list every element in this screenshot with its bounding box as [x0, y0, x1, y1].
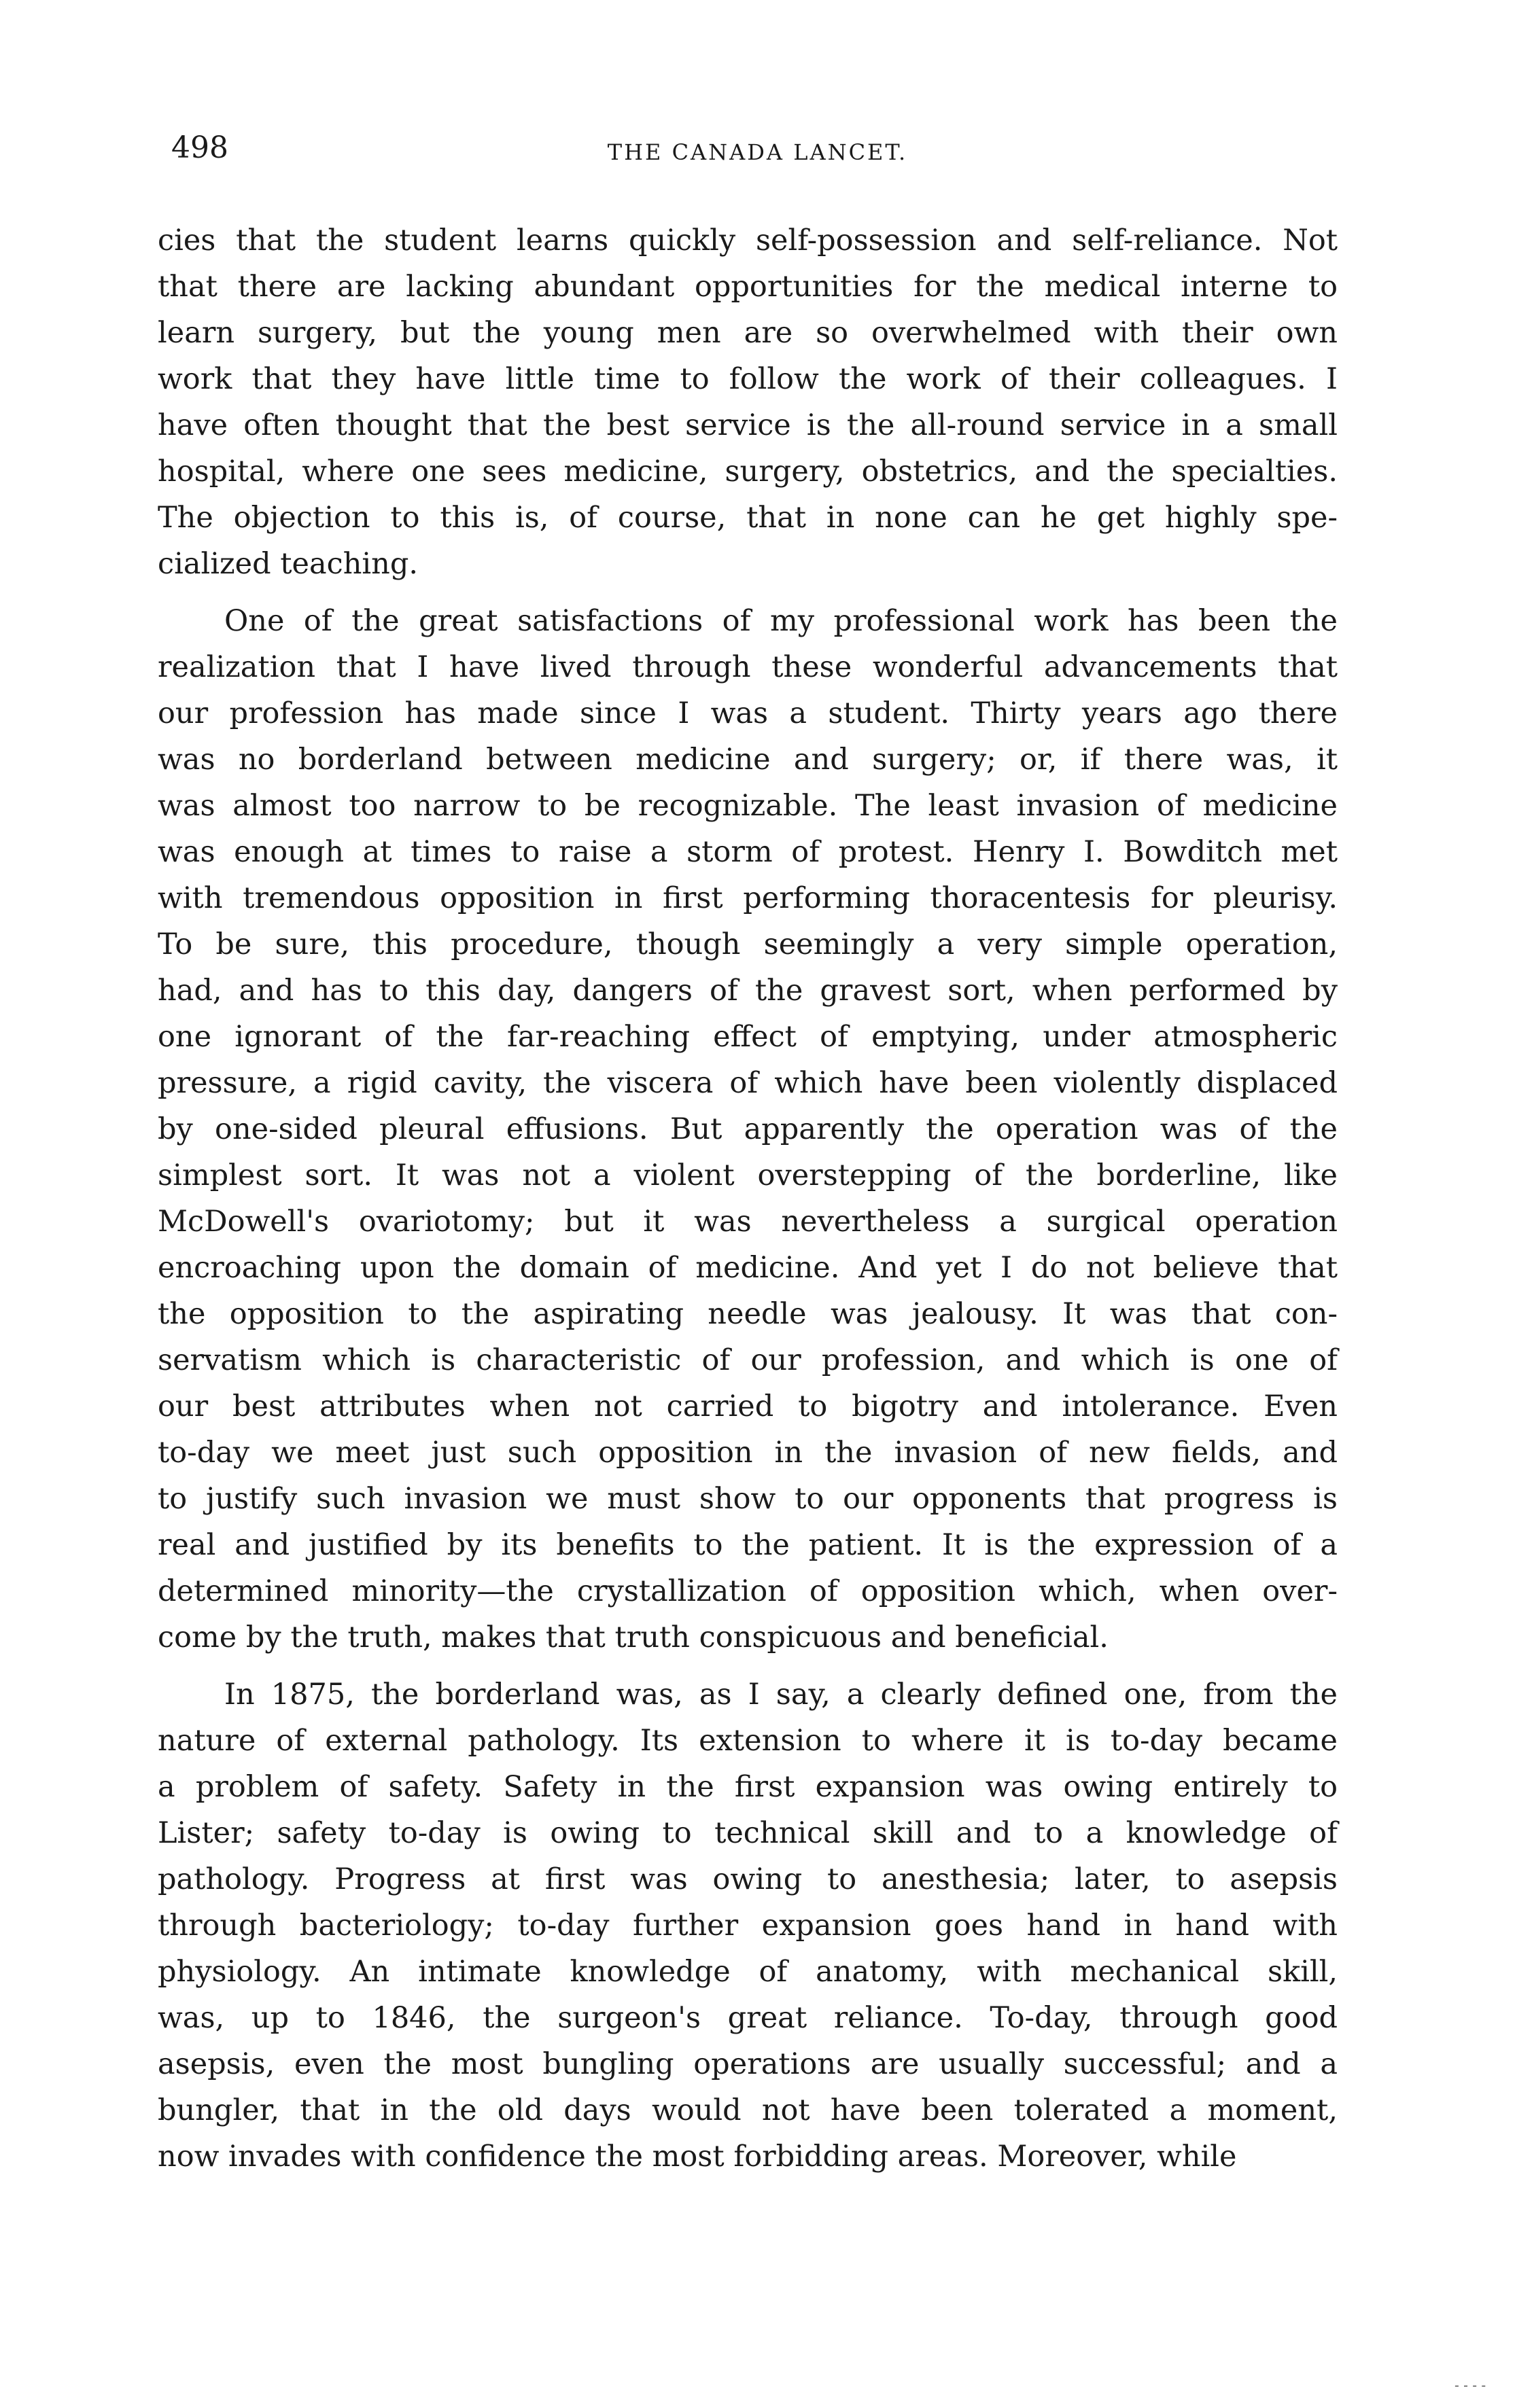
text-line: a problem of safety. Safety in the first expansion was owing entirely to [158, 1770, 1338, 1804]
text-line: to-day we meet just such opposition in the invasion of new fields, and [158, 1436, 1338, 1470]
text-line: now invades with confidence the most forbidding areas. Moreover, while [158, 2140, 1237, 2174]
text-line: physiology. An intimate knowledge of anatomy, with mechanical skill, [158, 1955, 1338, 1989]
text-line: realization that I have lived through these wonderful advancements that [158, 650, 1338, 684]
paragraph [158, 598, 1338, 1661]
text-line: The objection to this is, of course, that in none can he get highly spe- [158, 501, 1338, 535]
text-line: hospital, where one sees medicine, surgery, obstetrics, and the specialties. [158, 455, 1338, 489]
text-line: simplest sort. It was not a violent overstepping of the borderline, like [158, 1158, 1338, 1192]
text-line: servatism which is characteristic of our profession, and which is one of [158, 1343, 1338, 1377]
text-line: determined minority—the crystallization of opposition which, when over- [158, 1574, 1338, 1608]
text-line: One of the great satisfactions of my professional work has been the [224, 604, 1338, 638]
text-line: encroaching upon the domain of medicine. And yet I do not believe that [158, 1251, 1338, 1285]
text-line: was no borderland between medicine and surgery; or, if there was, it [158, 743, 1338, 777]
text-line: pressure, a rigid cavity, the viscera of which have been violently displaced [158, 1066, 1338, 1100]
text-line: by one-sided pleural effusions. But apparently the operation was of the [158, 1112, 1338, 1146]
text-line: come by the truth, makes that truth conspicuous and beneficial. [158, 1621, 1109, 1654]
text-line: Lister; safety to-day is owing to technical skill and to a knowledge of [158, 1816, 1338, 1850]
text-line: cies that the student learns quickly self-possession and self-reliance. Not [158, 224, 1338, 258]
text-line: have often thought that the best service is the all-round service in a small [158, 408, 1338, 442]
text-line: our best attributes when not carried to bigotry and intolerance. Even [158, 1389, 1338, 1423]
paragraph [158, 1671, 1338, 2180]
text-line: pathology. Progress at first was owing to anesthesia; later, to asepsis [158, 1862, 1338, 1896]
text-line: one ignorant of the far-reaching effect of emptying, under atmospheric [158, 1020, 1338, 1054]
text-line: real and justified by its benefits to the patient. It is the expression of a [158, 1528, 1338, 1562]
text-line: had, and has to this day, dangers of the gravest sort, when performed by [158, 974, 1338, 1008]
text-line: asepsis, even the most bungling operations are usually successful; and a [158, 2047, 1338, 2081]
text-line: with tremendous opposition in first performing thoracentesis for pleurisy. [158, 881, 1338, 915]
text-line: work that they have little time to follow the work of their colleagues. I [158, 362, 1338, 396]
text-line: learn surgery, but the young men are so overwhelmed with their own [158, 316, 1338, 350]
scan-artifact-mark: - - - - [1455, 2377, 1486, 2393]
running-head: THE CANADA LANCET. [607, 139, 908, 165]
text-line: was, up to 1846, the surgeon's great reliance. To-day, through good [158, 2001, 1338, 2035]
text-line: that there are lacking abundant opportunities for the medical interne to [158, 270, 1338, 304]
text-line: the opposition to the aspirating needle was jealousy. It was that con- [158, 1297, 1338, 1331]
text-line: was enough at times to raise a storm of protest. Henry I. Bowditch met [158, 835, 1338, 869]
text-line: our profession has made since I was a student. Thirty years ago there [158, 696, 1338, 730]
page-number: 498 [171, 130, 228, 165]
text-line: bungler, that in the old days would not have been tolerated a moment, [158, 2093, 1338, 2127]
paragraph [158, 217, 1338, 587]
text-line: to justify such invasion we must show to our opponents that progress is [158, 1482, 1338, 1516]
body-text [158, 217, 1338, 2180]
text-line: nature of external pathology. Its extension to where it is to-day became [158, 1724, 1338, 1758]
text-line: To be sure, this procedure, though seemingly a very simple operation, [158, 927, 1338, 961]
text-line: was almost too narrow to be recognizable. The least invasion of medicine [158, 789, 1338, 823]
text-line: through bacteriology; to-day further expansion goes hand in hand with [158, 1909, 1338, 1943]
text-line: In 1875, the borderland was, as I say, a clearly defined one, from the [224, 1678, 1338, 1712]
text-line: McDowell's ovariotomy; but it was nevertheless a surgical operation [158, 1205, 1338, 1239]
text-line: cialized teaching. [158, 547, 419, 581]
